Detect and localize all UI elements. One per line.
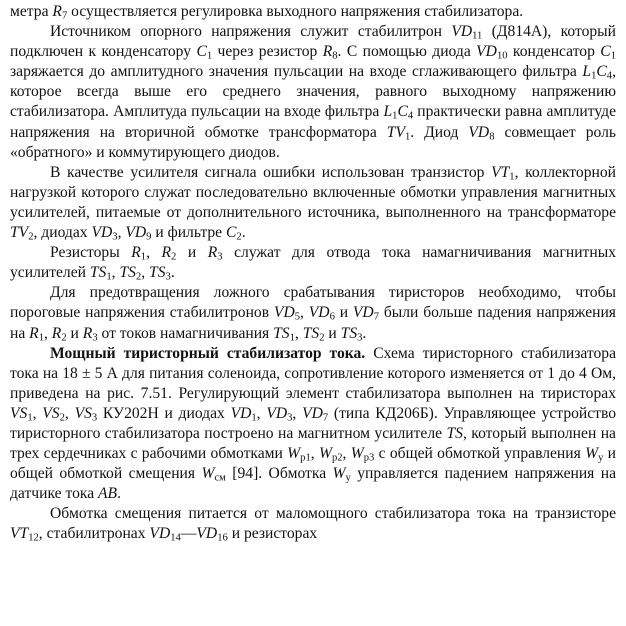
symbol-letter: W: [287, 445, 301, 463]
text-run: и: [66, 324, 83, 342]
symbol-letter: TV: [386, 123, 405, 141]
paragraph: [10, 283, 616, 343]
math-symbol: [196, 525, 228, 545]
symbol-subscript: 2: [135, 271, 142, 283]
text-run: ,: [141, 264, 150, 282]
text-run: ,: [342, 445, 351, 463]
text-run: метра: [10, 3, 53, 20]
text-run: и: [334, 304, 353, 322]
text-run: практически равна амплитуде напряжения на вторичной обмотке трансформатора: [10, 103, 617, 141]
symbol-letter: TS: [340, 324, 358, 342]
math-symbol: [287, 445, 311, 462]
math-symbol: [119, 264, 141, 281]
symbol-letter: VD: [451, 23, 473, 41]
symbol-letter: R: [52, 3, 62, 20]
symbol-subscript: 6: [329, 312, 335, 324]
symbol-letter: TS: [149, 264, 166, 282]
symbol-subscript: 11: [472, 30, 483, 42]
symbol-letter: VD: [273, 304, 295, 322]
symbol-letter: TS: [446, 424, 463, 442]
symbol-subscript: 3: [287, 412, 293, 424]
symbol-subscript: 5: [294, 312, 301, 324]
text-run: ,: [117, 224, 126, 242]
text-run: конденсатор: [507, 43, 601, 61]
math-symbol: [446, 425, 462, 442]
symbol-subscript: p1: [300, 452, 311, 464]
text-run: , который выполнен на трех сердечниках с рабочими обмотками: [10, 424, 616, 463]
text-run: ,: [294, 324, 303, 342]
text-run: , диодах: [33, 224, 92, 242]
symbol-letter: C: [397, 103, 408, 121]
math-symbol: [75, 405, 98, 422]
text-run: ,: [256, 404, 267, 422]
math-symbol: [52, 325, 67, 342]
math-symbol: [162, 244, 177, 261]
math-symbol: [383, 103, 398, 123]
symbol-letter: VT: [10, 525, 29, 543]
symbol-letter: TS: [273, 324, 290, 342]
symbol-letter: VD: [149, 525, 171, 543]
symbol-subscript: 1: [392, 111, 398, 123]
symbol-subscript: 10: [496, 50, 508, 62]
symbol-subscript: 2: [61, 332, 67, 344]
text-run: ,: [310, 445, 319, 463]
math-symbol: [10, 224, 34, 241]
symbol-letter: TV: [10, 224, 29, 242]
symbol-subscript: 3: [357, 332, 363, 344]
symbol-subscript: 3: [92, 332, 98, 344]
text-run: ,: [64, 404, 75, 422]
symbol-letter: L: [582, 63, 592, 81]
math-symbol: [273, 325, 295, 342]
symbol-letter: R: [29, 324, 39, 342]
text-run: и фильтре: [151, 224, 226, 242]
text-run: .: [117, 485, 121, 503]
paragraph: [10, 344, 616, 505]
symbol-letter: VD: [266, 404, 288, 422]
math-symbol: [308, 304, 335, 324]
symbol-subscript: 1: [27, 412, 33, 424]
math-symbol: [451, 23, 482, 40]
symbol-subscript: 7: [322, 412, 329, 424]
text-run: Для предотвращения ложного срабатывания тиристоров необходимо, чтобы пороговые напряжения стабилитронов: [10, 284, 616, 322]
text-run: осуществляется регулировка выходного напряжения стабилизатора.: [67, 3, 524, 20]
symbol-letter: VD: [476, 43, 497, 61]
paragraph: [10, 2, 616, 22]
symbol-subscript: 3: [217, 251, 223, 263]
symbol-letter: R: [207, 244, 218, 262]
text-run: .: [241, 224, 246, 242]
math-symbol: [131, 244, 146, 261]
text-run: , которое всегда выше его среднего значения, равного выходному напряжению стабилизатора. Амплитуда пульсации на входе фильтра: [10, 63, 616, 121]
symbol-subscript: 14: [170, 533, 181, 545]
symbol-subscript: 3: [165, 271, 171, 283]
math-symbol: [319, 445, 343, 462]
math-symbol: [52, 3, 67, 20]
math-symbol: [201, 465, 225, 482]
symbol-letter: VS: [74, 404, 92, 422]
text-run: и: [324, 324, 341, 342]
symbol-subscript: 4: [407, 111, 414, 123]
math-symbol: [476, 43, 507, 60]
text-run: —: [180, 525, 197, 543]
symbol-letter: R: [161, 244, 172, 262]
paragraph: [10, 504, 616, 544]
symbol-letter: R: [82, 324, 93, 342]
symbol-subscript: 2: [171, 251, 177, 263]
symbol-letter: VT: [491, 163, 510, 181]
math-symbol: [125, 224, 151, 241]
math-symbol: [333, 465, 351, 482]
symbol-letter: W: [332, 465, 346, 483]
math-symbol: [596, 63, 612, 80]
math-symbol: [323, 43, 338, 60]
math-symbol: [42, 405, 65, 422]
math-symbol: [585, 445, 603, 462]
text-run: .: [170, 264, 175, 282]
text-run: ,: [146, 244, 162, 262]
math-symbol: [91, 224, 117, 241]
text-run: и общей обмоткой смещения: [10, 445, 617, 483]
symbol-subscript: 12: [28, 533, 39, 545]
symbol-letter: VD: [468, 123, 490, 141]
text-run: .: [362, 324, 367, 342]
math-symbol: [468, 124, 494, 141]
paragraph: [10, 22, 616, 163]
symbol-letter: C: [596, 63, 607, 81]
symbol-letter: VD: [125, 224, 147, 242]
math-symbol: [83, 325, 98, 342]
text-run: совмещает роль «обратного» и коммутирующего диодов.: [10, 123, 616, 161]
text-run: В качестве усилителя сигнала ошибки использован транзистор: [50, 163, 492, 181]
math-symbol: [397, 103, 414, 123]
math-symbol: [491, 164, 515, 181]
math-symbol: [10, 525, 39, 545]
symbol-subscript: 1: [106, 271, 112, 283]
symbol-letter: C: [196, 43, 207, 61]
symbol-subscript: 8: [332, 50, 338, 62]
symbol-subscript: 8: [489, 131, 495, 143]
symbol-letter: VS: [42, 404, 60, 422]
symbol-subscript: 2: [28, 231, 34, 243]
symbol-letter: TS: [302, 324, 320, 342]
paragraph: [10, 243, 616, 283]
symbol-subscript: 1: [591, 70, 597, 82]
text-run: с общей обмоткой управления: [374, 445, 586, 463]
symbol-letter: C: [600, 43, 611, 61]
symbol-subscript: 16: [217, 533, 228, 545]
symbol-letter: TS: [89, 264, 107, 282]
symbol-letter: L: [383, 103, 393, 121]
text-run: служат для отвода тока намагничивания магнитных усилителей: [10, 244, 616, 282]
math-symbol: [302, 405, 328, 422]
symbol-letter: VD: [196, 525, 218, 543]
text-run: Резисторы: [50, 244, 132, 262]
text-run: Схема тиристорного стабилизатора тока на 18 ± 5 А для питания соленоида, сопротивление которого изменяется от 1 до 4 Ом, приведена на рис. 7.51. Регулирующий элемент стабилизатора выполнен на тиристорах: [10, 344, 616, 402]
symbol-subscript: см: [214, 472, 226, 484]
symbol-letter: C: [225, 224, 237, 242]
text-run: . Диод: [410, 123, 469, 141]
symbol-subscript: 1: [509, 171, 515, 183]
math-symbol: [273, 304, 301, 324]
text-run: (Д814А), который подключен к конденсатору: [10, 23, 616, 61]
symbol-subscript: 2: [59, 412, 65, 424]
symbol-subscript: 1: [140, 251, 147, 263]
text-run: и: [176, 244, 208, 262]
symbol-letter: R: [131, 244, 141, 262]
symbol-subscript: 9: [146, 231, 152, 243]
symbol-letter: VD: [352, 304, 374, 322]
math-symbol: [231, 405, 257, 422]
math-symbol: [10, 405, 33, 422]
math-symbol: [341, 325, 363, 342]
math-symbol: [196, 43, 212, 60]
text-run: управляется падением напряжения на датчике тока: [10, 465, 617, 503]
symbol-subscript: 7: [61, 10, 68, 22]
symbol-letter: W: [585, 445, 599, 463]
symbol-letter: VD: [91, 224, 113, 242]
text-run: ,: [292, 404, 303, 422]
symbol-subscript: p3: [363, 452, 375, 464]
math-symbol: [226, 224, 242, 241]
math-symbol: [303, 325, 325, 342]
text-run: через резистор: [212, 43, 323, 61]
text-run: заряжается до амплитудного значения пульсации на входе сглаживающего фильтра: [10, 63, 583, 81]
math-symbol: [600, 43, 616, 60]
text-run: ,: [300, 304, 309, 322]
symbol-subscript: 1: [610, 50, 616, 62]
text-run: (типа КД206Б). Управляющее устройство тиристорного стабилизатора построено на магнитном усилителе: [10, 404, 617, 442]
math-symbol: [149, 264, 171, 281]
symbol-letter: W: [201, 465, 215, 483]
symbol-letter: R: [322, 43, 333, 61]
symbol-letter: AB: [98, 485, 118, 503]
math-symbol: [29, 325, 44, 342]
symbol-subscript: 1: [206, 50, 213, 62]
math-symbol: [98, 485, 117, 502]
text-run: . С помощью диода: [337, 43, 477, 61]
text-run: , стабилитронах: [38, 525, 150, 543]
text-run: ,: [32, 404, 43, 422]
text-run: от токов намагничивания: [97, 324, 274, 342]
symbol-subscript: 1: [404, 131, 411, 143]
symbol-letter: TS: [119, 264, 136, 282]
text-run: ,: [44, 324, 52, 342]
math-symbol: [351, 445, 375, 462]
symbol-subscript: 3: [112, 231, 118, 243]
symbol-subscript: 7: [373, 312, 379, 324]
text-run: Обмотка смещения питается от маломощного стабилизатора тока на транзисторе: [50, 505, 616, 523]
math-symbol: [352, 304, 379, 324]
symbol-subscript: 2: [319, 332, 325, 344]
symbol-subscript: 3: [91, 412, 98, 424]
math-symbol: [208, 244, 223, 261]
text-run: КУ202Н и диодах: [97, 404, 231, 422]
symbol-letter: W: [318, 445, 332, 463]
text-run: Источником опорного напряжения служит стабилитрон: [50, 23, 452, 41]
math-symbol: [266, 405, 292, 422]
symbol-letter: VD: [302, 404, 323, 422]
symbol-subscript: y: [345, 472, 351, 484]
math-symbol: [387, 124, 411, 141]
symbol-subscript: 1: [251, 412, 257, 424]
text-run: , коллекторной нагрузкой которого служат последовательно включенные обмотки управления магнитных усилителей, питаемые от дополнительного источника, выполненного на трансформаторе: [10, 163, 616, 221]
symbol-subscript: 1: [38, 332, 44, 344]
math-symbol: [149, 525, 181, 545]
section-run-in-heading: Мощный тиристорный стабилизатор тока.: [50, 344, 366, 362]
math-symbol: [90, 264, 112, 281]
symbol-letter: VD: [230, 404, 252, 422]
symbol-subscript: 1: [289, 332, 295, 344]
text-run: ,: [111, 264, 120, 282]
symbol-letter: W: [350, 445, 364, 463]
text-run: и резисторах: [227, 525, 318, 543]
symbol-letter: R: [51, 324, 62, 342]
symbol-subscript: y: [598, 452, 604, 464]
symbol-subscript: 4: [606, 70, 613, 82]
symbol-letter: VS: [10, 404, 28, 422]
symbol-subscript: p2: [331, 452, 343, 464]
text-run: [94]. Обмотка: [225, 465, 333, 483]
text-run: были больше падения напряжения на: [10, 304, 616, 342]
math-symbol: [582, 63, 596, 80]
symbol-subscript: 2: [236, 231, 242, 243]
symbol-letter: VD: [308, 304, 330, 322]
paragraph: [10, 163, 616, 243]
